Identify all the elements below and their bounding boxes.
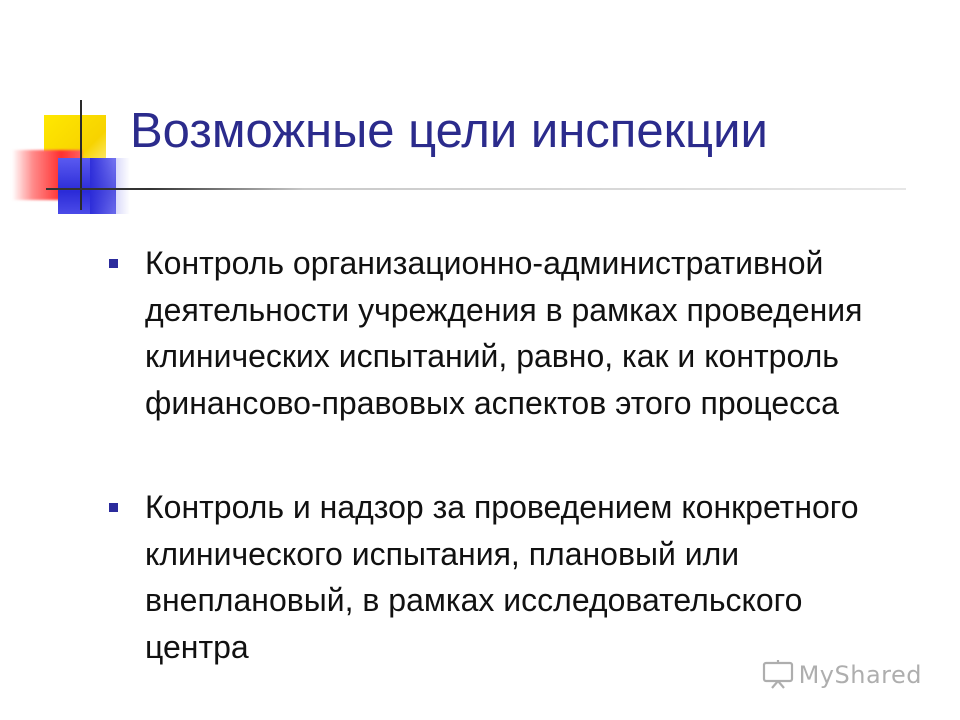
bullet-text: Контроль организационно-административной деятельности учреждения в рамках проведения клинических испытаний, равно, как и контроль финансово-правовых аспектов этого процесса	[145, 245, 863, 421]
slide-title: Возможные цели инспекции	[130, 104, 768, 158]
square-bullet-icon	[109, 503, 118, 512]
title-underline	[46, 188, 906, 190]
bullet-text: Контроль и надзор за проведением конкретного клинического испытания, плановый или внеплановый, в рамках исследовательского центра	[145, 489, 859, 665]
watermark	[761, 658, 922, 692]
presentation-board-icon	[761, 660, 795, 690]
decor-vertical-line	[80, 100, 82, 210]
bullet-list	[107, 240, 867, 720]
bullet-item	[107, 484, 867, 670]
bullet-item	[107, 240, 867, 426]
decor-blue-fade	[90, 158, 130, 214]
square-bullet-icon	[109, 259, 118, 268]
watermark-text: MyShared	[798, 661, 922, 689]
